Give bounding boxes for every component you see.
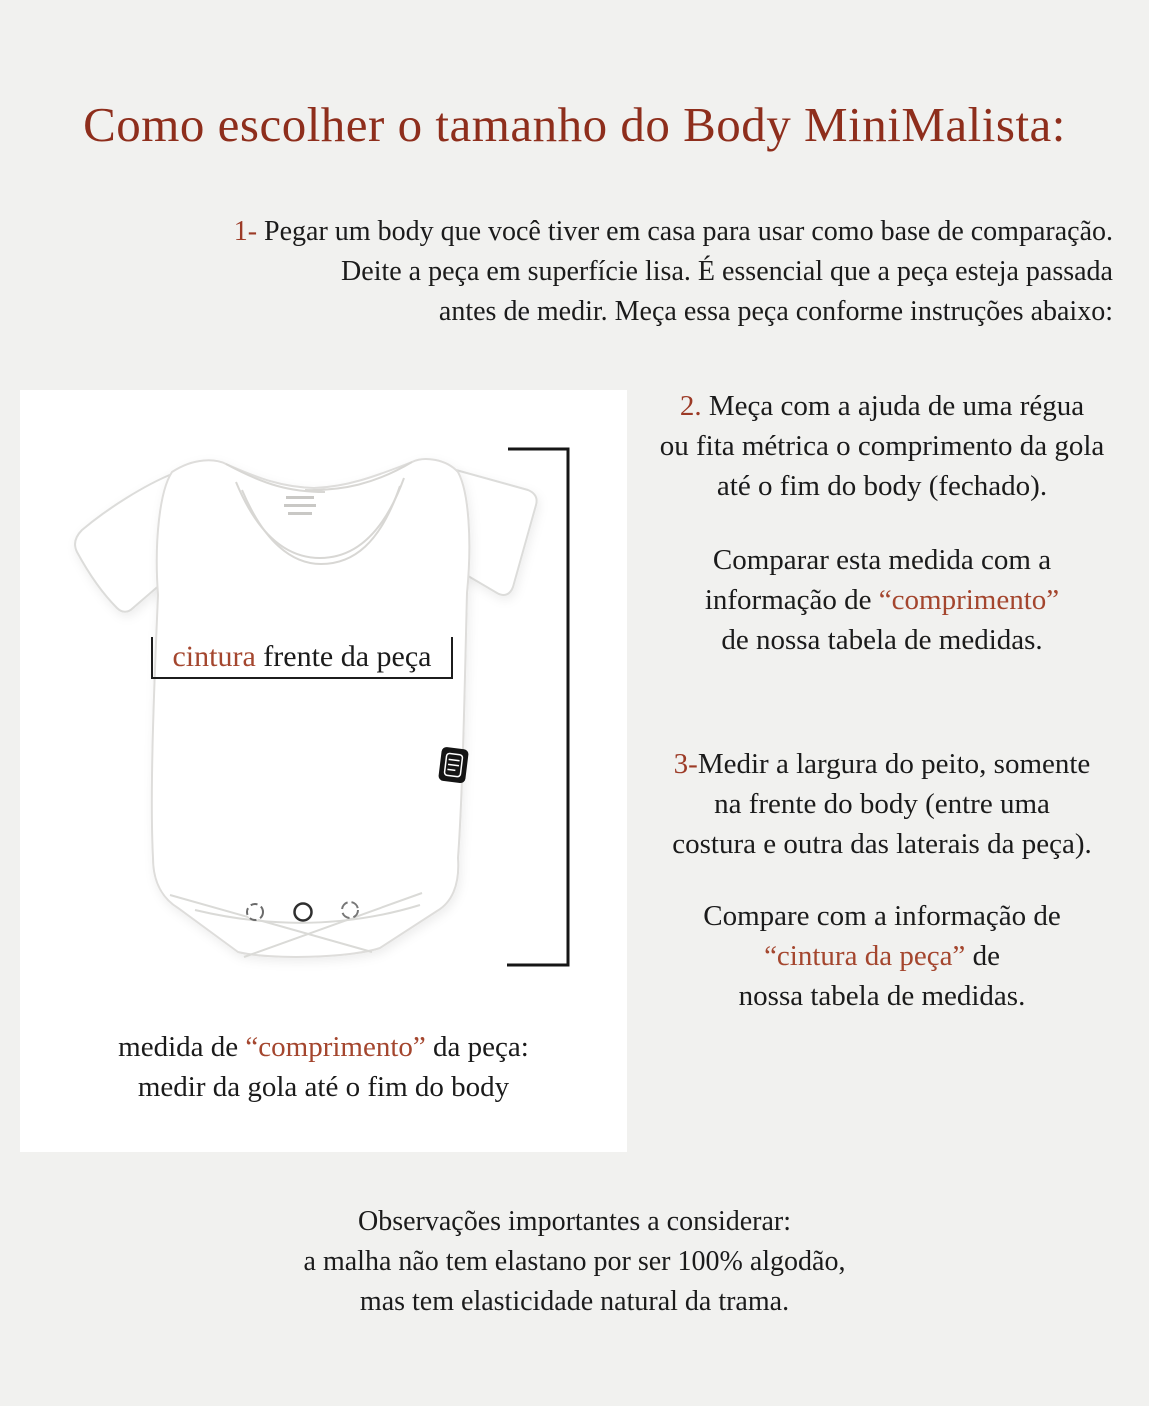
footer-note	[0, 1202, 1149, 1322]
step2-line1: 2. Meça com a ajuda de uma régua	[679, 390, 1085, 422]
footer-line3: mas tem elasticidade natural da trama.	[359, 1286, 790, 1317]
page-title: Como escolher o tamanho do Body MiniMalista:	[83, 97, 1066, 152]
step3-note	[626, 896, 1138, 1016]
step2-note-line3: de nossa tabela de medidas.	[721, 624, 1043, 656]
cintura-highlight: “cintura da peça”	[764, 940, 966, 972]
step2-note-line2: informação de “comprimento”	[704, 584, 1060, 616]
torso	[152, 459, 470, 957]
step1-number: 1-	[233, 216, 258, 247]
snap-left-icon	[247, 904, 263, 920]
step3-line3: costura e outra das laterais da peça).	[672, 828, 1092, 860]
step3-line2: na frente do body (entre uma	[714, 788, 1050, 820]
waist-label-highlight: cintura	[172, 640, 256, 673]
step3-note-line2: “cintura da peça” de	[764, 940, 1000, 972]
step2-line2: ou fita métrica o comprimento da gola	[659, 430, 1105, 462]
step3-line1: 3-Medir a largura do peito, somente	[673, 748, 1091, 780]
step3-note-line3: nossa tabela de medidas.	[738, 980, 1026, 1012]
waist-measure-label: cintura frente da peça	[151, 637, 453, 679]
step1-line1: 1- Pegar um body que você tiver em casa para usar como base de comparação.	[233, 216, 1113, 247]
snap-center-icon	[295, 904, 312, 921]
neck-label-print	[284, 496, 316, 515]
step2-number: 2.	[679, 390, 702, 422]
step1-line2: Deite a peça em superfície lisa. É essencial que a peça esteja passada	[341, 256, 1113, 287]
caption-line1: medida de “comprimento” da peça:	[118, 1031, 529, 1063]
step1-text	[90, 212, 1113, 332]
step3-text	[626, 744, 1138, 864]
step2-note-line1: Comparar esta medida com a	[712, 544, 1052, 576]
comprimento-highlight: “comprimento”	[878, 584, 1060, 616]
caption-line2: medir da gola até o fim do body	[137, 1071, 510, 1103]
step2-line3: até o fim do body (fechado).	[716, 470, 1048, 502]
step1-line3: antes de medir. Meça essa peça conforme instruções abaixo:	[438, 296, 1113, 327]
footer-line2: a malha não tem elastano por ser 100% algodão,	[303, 1246, 846, 1277]
step2-text	[626, 386, 1138, 506]
caption-highlight: “comprimento”	[245, 1031, 426, 1063]
figure-caption	[20, 1027, 627, 1107]
step2-note	[626, 540, 1138, 660]
step3-number: 3-	[673, 748, 698, 780]
footer-line1: Observações importantes a considerar:	[357, 1206, 792, 1237]
step3-note-line1: Compare com a informação de	[703, 900, 1061, 932]
figure-panel	[20, 390, 627, 1152]
brand-tag-icon	[438, 747, 469, 784]
snap-right-icon	[342, 902, 358, 918]
